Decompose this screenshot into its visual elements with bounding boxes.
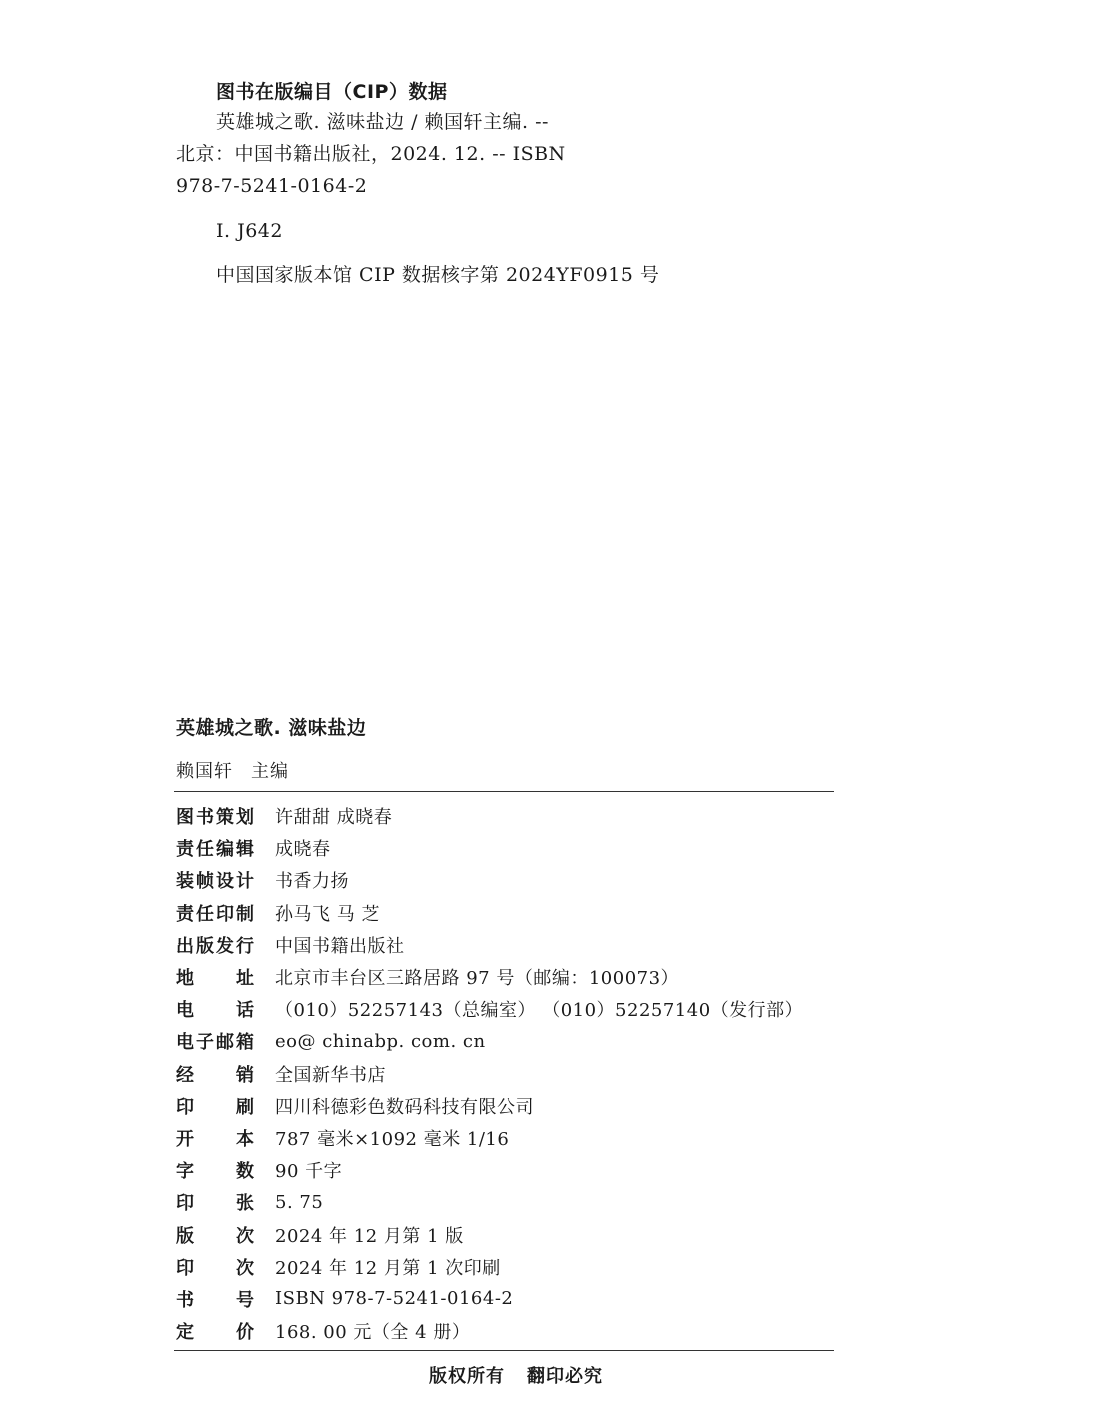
detail-row (176, 1090, 836, 1122)
detail-value: 2024 年 12 月第 1 次印刷 (275, 1257, 501, 1279)
detail-row (176, 897, 836, 929)
cip-heading: 图书在版编目（CIP）数据 (216, 81, 448, 103)
detail-value: ISBN 978-7-5241-0164-2 (275, 1288, 514, 1310)
detail-label: 出 版 发 行 (176, 935, 254, 957)
copyright-piracy-warning: 翻印必究 (527, 1366, 603, 1387)
detail-row (176, 1218, 836, 1250)
detail-row (176, 993, 836, 1025)
book-title: 英雄城之歌. 滋味盐边 (176, 717, 367, 739)
detail-value: 四川科德彩色数码科技有限公司 (275, 1096, 534, 1118)
detail-label: 印 次 (176, 1257, 254, 1279)
detail-row (176, 1154, 836, 1186)
detail-value: 90 千字 (275, 1161, 343, 1183)
detail-label: 版 次 (176, 1225, 254, 1247)
publication-details (176, 800, 836, 1347)
detail-row (176, 1251, 836, 1283)
detail-label: 责 任 印 制 (176, 903, 254, 925)
detail-row (176, 1186, 836, 1218)
detail-label: 印 刷 (176, 1096, 254, 1118)
detail-value: 2024 年 12 月第 1 版 (275, 1225, 464, 1247)
cip-approval-number: 中国国家版本馆 CIP 数据核字第 2024YF0915 号 (216, 264, 660, 286)
detail-label: 印 张 (176, 1193, 254, 1215)
detail-row (176, 961, 836, 993)
detail-row (176, 1315, 836, 1347)
cip-line-1: 英雄城之歌. 滋味盐边 / 赖国轩主编. -- (216, 111, 549, 133)
detail-value: 168. 00 元（全 4 册） (275, 1322, 471, 1344)
detail-value: 书香力扬 (275, 871, 349, 893)
detail-label: 字 数 (176, 1161, 254, 1183)
detail-value: （010）52257143（总编室） （010）52257140（发行部） (275, 1000, 804, 1022)
detail-label: 定 价 (176, 1322, 254, 1344)
detail-row (176, 832, 836, 864)
editor-name: 赖国轩 (176, 761, 233, 782)
detail-row (176, 1122, 836, 1154)
detail-value: 孙马飞 马 芝 (275, 903, 380, 925)
detail-row (176, 1283, 836, 1315)
detail-label: 开 本 (176, 1128, 254, 1150)
detail-row (176, 864, 836, 896)
editor-line (176, 757, 289, 783)
cip-line-2: 北京：中国书籍出版社，2024. 12. -- ISBN (176, 143, 566, 165)
detail-label: 书 号 (176, 1289, 254, 1311)
detail-value: 成晓春 (275, 839, 331, 861)
copyright-reserved: 版权所有 (429, 1366, 505, 1387)
detail-value: 787 毫米×1092 毫米 1/16 (275, 1128, 510, 1150)
detail-row (176, 1058, 836, 1090)
detail-value: 许甜甜 成晓春 (275, 807, 393, 829)
cip-line-3: 978-7-5241-0164-2 (176, 175, 368, 197)
detail-label: 经 销 (176, 1064, 254, 1086)
bottom-divider (174, 1350, 834, 1351)
detail-value: 中国书籍出版社 (275, 935, 405, 957)
detail-value: 全国新华书店 (275, 1064, 386, 1086)
detail-row (176, 929, 836, 961)
detail-label: 电 话 (176, 1000, 254, 1022)
top-divider (174, 791, 834, 792)
cip-classification: Ⅰ. J642 (216, 220, 283, 242)
detail-value: 5. 75 (275, 1191, 324, 1213)
detail-label: 电 子 邮 箱 (176, 1032, 254, 1054)
detail-label: 地 址 (176, 968, 254, 990)
detail-label: 图 书 策 划 (176, 807, 254, 829)
detail-value: eo@ chinabp. com. cn (275, 1030, 486, 1052)
detail-row (176, 1025, 836, 1057)
copyright-notice (0, 1362, 1032, 1388)
detail-value: 北京市丰台区三路居路 97 号（邮编：100073） (275, 968, 680, 990)
detail-row (176, 800, 836, 832)
detail-label: 责 任 编 辑 (176, 839, 254, 861)
editor-role: 主编 (251, 761, 289, 782)
detail-label: 装 帧 设 计 (176, 871, 254, 893)
